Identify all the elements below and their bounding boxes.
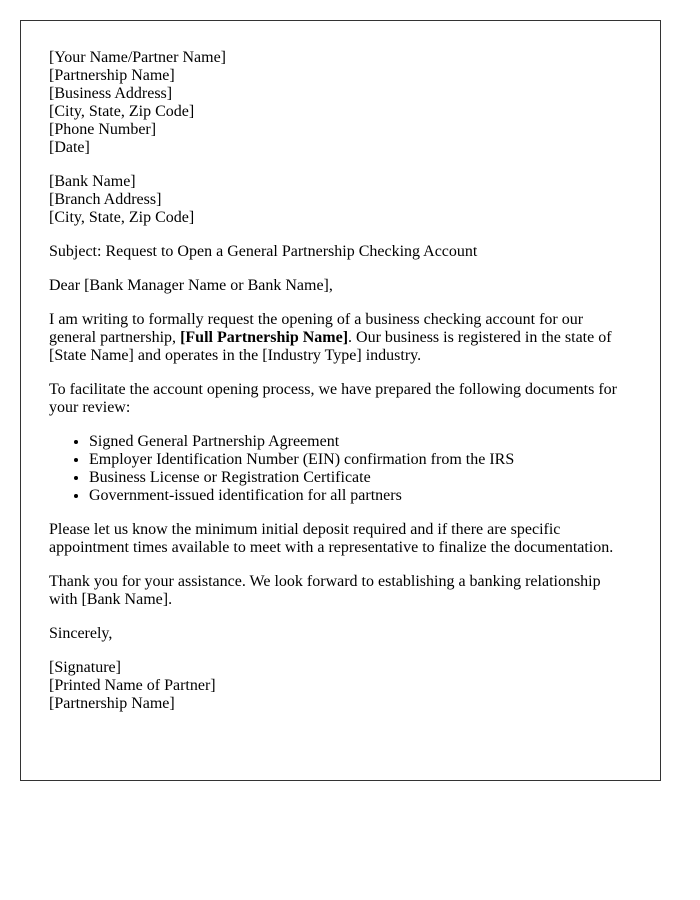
sender-line: [Phone Number] — [49, 121, 157, 138]
list-item: • Employer Identification Number (EIN) confirmation from the IRS — [89, 451, 632, 469]
recipient-line: [Bank Name] — [49, 173, 136, 190]
text: . Our business is registered in the state of [State Name] and operates in the [Industry Type] industry. — [49, 329, 612, 364]
sender-block — [49, 49, 632, 157]
subject: Subject: Request to Open a General Partnership Checking Account — [49, 243, 478, 260]
list-item: • Business License or Registration Certificate — [89, 469, 632, 487]
paragraph-deposit: Please let us know the minimum initial deposit required and if there are specific appointment times available to meet with a representative to finalize the documentation. — [49, 521, 614, 556]
signature-block — [49, 659, 632, 713]
sender-line: [Your Name/Partner Name] — [49, 49, 226, 66]
sender-line: [Date] — [49, 139, 90, 156]
list-item: • Signed General Partnership Agreement — [89, 433, 632, 451]
paragraph-thanks: Thank you for your assistance. We look forward to establishing a banking relationship with [Bank Name]. — [49, 573, 601, 608]
signature-line: [Printed Name of Partner] — [49, 677, 216, 694]
partnership-name: [Full Partnership Name] — [180, 329, 349, 346]
recipient-line: [Branch Address] — [49, 191, 162, 208]
signature-line: [Partnership Name] — [49, 695, 175, 712]
sender-line: [Partnership Name] — [49, 67, 175, 84]
closing: Sincerely, — [49, 625, 113, 642]
recipient-line: [City, State, Zip Code] — [49, 209, 195, 226]
paragraph-request — [49, 311, 632, 365]
paragraph-documents: To facilitate the account opening process, we have prepared the following documents for your review: — [49, 381, 618, 416]
signature-line: [Signature] — [49, 659, 121, 676]
recipient-block — [49, 173, 632, 227]
salutation: Dear [Bank Manager Name or Bank Name], — [49, 277, 333, 294]
list-item: • Government-issued identification for all partners — [89, 487, 632, 505]
documents-list — [49, 433, 632, 505]
letter — [20, 20, 661, 781]
sender-line: [Business Address] — [49, 85, 173, 102]
sender-line: [City, State, Zip Code] — [49, 103, 195, 120]
text: I am writing to formally request the opening of a business checking account for our general partnership, — [49, 311, 584, 346]
